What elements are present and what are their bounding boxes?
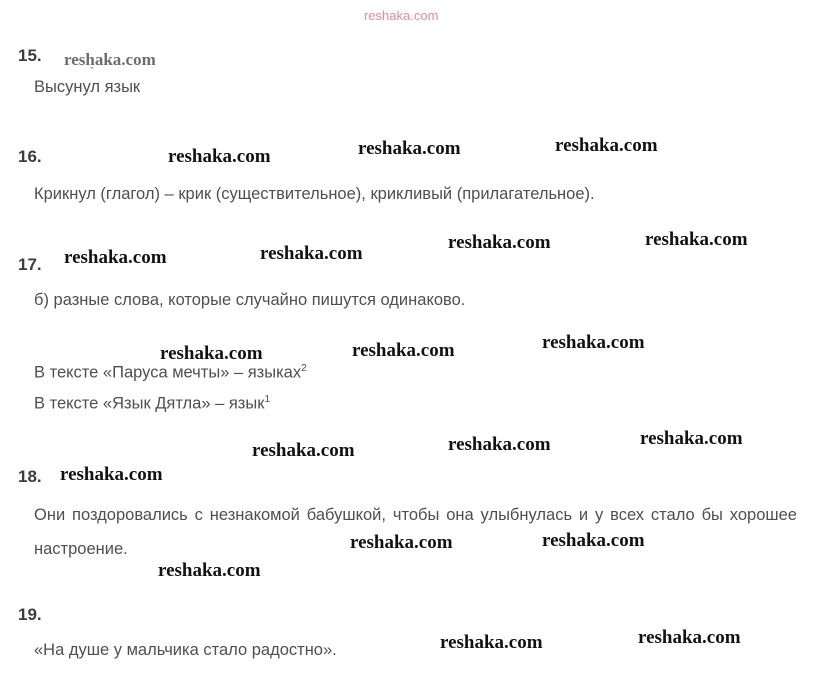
item-17-sup-a: 2 <box>301 363 307 374</box>
watermark: reshaka.com <box>352 340 455 361</box>
watermark: reshaka.com <box>440 632 543 653</box>
watermark: reshaka.com <box>448 232 551 253</box>
watermark: reshaka.com <box>358 138 461 159</box>
watermark: reshaka.com <box>64 50 156 69</box>
watermark: reshaka.com <box>252 440 355 461</box>
watermark: reshaka.com <box>350 532 453 553</box>
item-19-line-1: «На душе у мальчика стало радостно». <box>34 641 337 659</box>
item-15-line-1: Высунул язык <box>34 78 141 96</box>
watermark: reshaka.com <box>645 229 748 250</box>
item-number-18: 18. <box>18 467 42 486</box>
watermark: reshaka.com <box>542 332 645 353</box>
watermark: reshaka.com <box>60 464 163 485</box>
item-number-16: 16. <box>18 147 42 166</box>
watermark: reshaka.com <box>158 560 261 581</box>
item-number-19: 19. <box>18 605 42 624</box>
watermark: reshaka.com <box>638 627 741 648</box>
caret-mark: ˇ <box>90 66 94 78</box>
watermark: reshaka.com <box>640 428 743 449</box>
watermark: reshaka.com <box>168 146 271 167</box>
item-17-line-2 <box>34 363 307 383</box>
watermark: reshaka.com <box>260 243 363 264</box>
item-17-line-3-text: В тексте «Язык Дятла» – язык <box>34 394 265 413</box>
item-17-line-3 <box>34 394 270 414</box>
watermark: reshaka.com <box>64 247 167 268</box>
item-17-sup-b: 1 <box>264 394 271 405</box>
watermark: reshaka.com <box>555 135 658 156</box>
item-18-line-1: Они поздоровались с незнакомой бабушкой, чтобы она улыбнулась и у всех стало бы хорошее настроение. <box>34 506 797 558</box>
item-17-line-2-text: В тексте «Паруса мечты» – языках <box>34 363 302 382</box>
item-number-17: 17. <box>18 255 42 274</box>
item-17-line-1: б) разные слова, которые случайно пишутся одинаково. <box>34 291 466 309</box>
watermark: reshaka.com <box>160 343 263 364</box>
item-number-15: 15. <box>18 46 42 65</box>
watermark: reshaka.com <box>542 530 645 551</box>
watermark: reshaka.com <box>448 434 551 455</box>
item-16-line-1: Крикнул (глагол) – крик (существительное), крикливый (прилагательное). <box>34 185 595 203</box>
watermark-top: reshaka.com <box>364 8 439 23</box>
